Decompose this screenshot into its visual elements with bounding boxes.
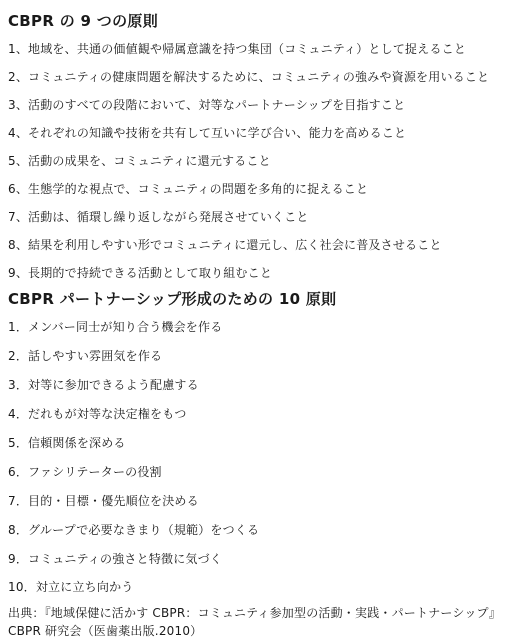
section2-title: CBPR パートナーシップ形成のための 10 原則 [8, 290, 337, 308]
section2-item-8: 8．グループで必要なきまり（規範）をつくる [8, 523, 260, 537]
section1-item-2: 2、コミュニティの健康問題を解決するために、コミュニティの強みや資源を用いること [8, 70, 490, 84]
section2-item-10: 10．対立に立ち向かう [8, 580, 134, 594]
source-publisher: CBPR 研究会（医歯薬出版.2010） [8, 624, 203, 638]
section1-item-3: 3、活動のすべての段階において、対等なパートナーシップを目指すこと [8, 98, 406, 112]
section1-item-5: 5、活動の成果を、コミュニティに還元すること [8, 154, 271, 168]
section1-title: CBPR の 9 つの原則 [8, 12, 158, 30]
section2-item-7: 7．目的・目標・優先順位を決める [8, 494, 199, 508]
section2-item-4: 4．だれもが対等な決定権をもつ [8, 407, 187, 421]
section1-item-6: 6、生態学的な視点で、コミュニティの問題を多角的に捉えること [8, 182, 369, 196]
section2-item-3: 3．対等に参加できるよう配慮する [8, 378, 199, 392]
section1-item-9: 9、長期的で持続できる活動として取り組むこと [8, 266, 273, 280]
section2-item-2: 2．話しやすい雰囲気を作る [8, 349, 163, 363]
section1-item-8: 8、結果を利用しやすい形でコミュニティに還元し、広く社会に普及させること [8, 238, 442, 252]
section1-item-1: 1、地域を、共通の価値観や帰属意識を持つ集団（コミュニティ）として捉えること [8, 42, 467, 56]
section2-item-5: 5．信頼関係を深める [8, 436, 126, 450]
section1-item-4: 4、それぞれの知識や技術を共有して互いに学び合い、能力を高めること [8, 126, 407, 140]
source-citation: 出典：『地域保健に活かす CBPR：コミュニティ参加型の活動・実践・パートナーシップ』 [8, 606, 501, 620]
section2-item-1: 1．メンバー同士が知り合う機会を作る [8, 320, 223, 334]
section2-item-9: 9．コミュニティの強さと特徴に気づく [8, 552, 223, 566]
section2-item-6: 6．ファシリテーターの役割 [8, 465, 162, 479]
section1-item-7: 7、活動は、循環し繰り返しながら発展させていくこと [8, 210, 309, 224]
